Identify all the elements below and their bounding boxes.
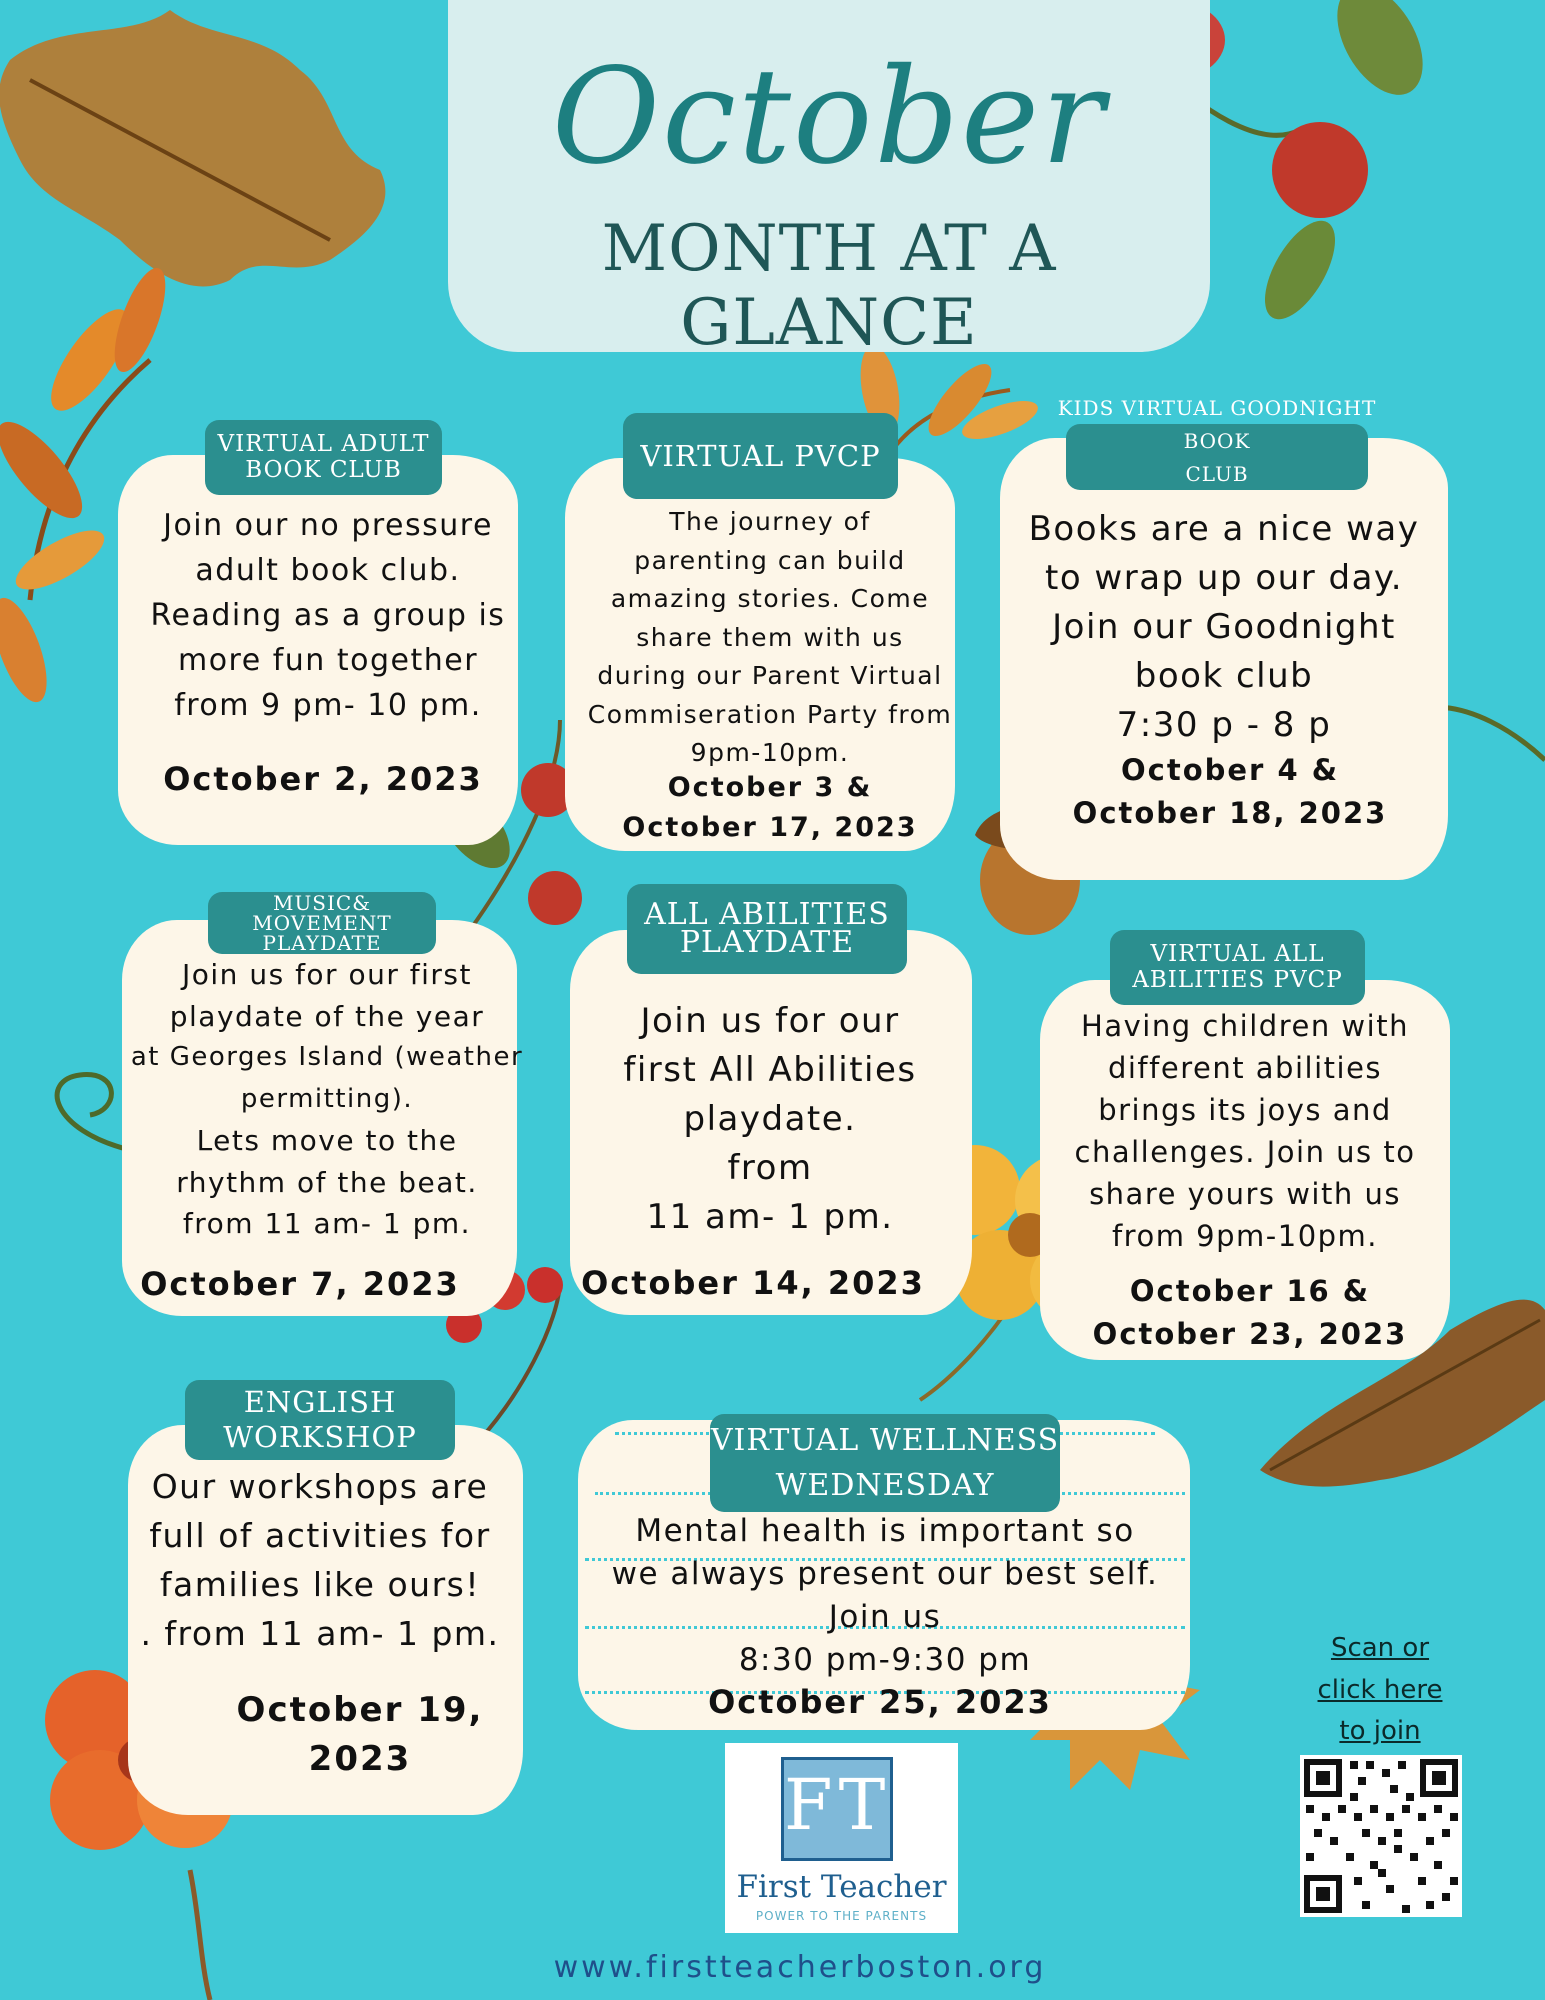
- description-line: Having children with: [1081, 1009, 1409, 1043]
- description-line: challenges. Join us to: [1074, 1135, 1416, 1169]
- description-line: full of activities for: [149, 1516, 491, 1555]
- description-line: parenting can build: [634, 545, 906, 575]
- event-tag-english-workshop: [185, 1380, 455, 1460]
- qr-caption-line[interactable]: Scan or: [1330, 1633, 1430, 1663]
- tag-line: VIRTUAL ALL: [1150, 940, 1325, 967]
- event-description: [1010, 505, 1438, 750]
- tag-line: CLUB: [1185, 462, 1249, 486]
- date-line: October 3 &: [667, 772, 873, 803]
- tag-line: PLAYDATE: [679, 925, 855, 960]
- date-line: October 17, 2023: [622, 812, 918, 843]
- event-description: [570, 1510, 1200, 1682]
- description-line: Reading as a group is: [150, 598, 506, 633]
- date-line: October 14, 2023: [581, 1264, 925, 1302]
- qr-code-icon[interactable]: [1300, 1755, 1462, 1917]
- description-line: playdate.: [683, 1099, 857, 1139]
- description-line: different abilities: [1107, 1051, 1383, 1085]
- date-line: October 2, 2023: [163, 760, 483, 798]
- date-line: 2023: [308, 1739, 412, 1779]
- description-line: Join our no pressure: [163, 508, 493, 543]
- event-tag-adult-book-club: [205, 420, 442, 495]
- description-line: Join us for our: [640, 1001, 900, 1041]
- event-tag-music-movement: [208, 892, 436, 954]
- logo-cube-icon: [781, 1757, 893, 1861]
- event-tag-all-abilities-playdate: [627, 884, 907, 974]
- date-line: October 7, 2023: [140, 1265, 460, 1303]
- event-description: [1040, 1005, 1450, 1257]
- event-description: [112, 954, 542, 1245]
- description-line: 11 am- 1 pm.: [646, 1197, 894, 1237]
- description-line: first All Abilities: [623, 1050, 917, 1090]
- date-line: October 25, 2023: [708, 1683, 1052, 1721]
- event-date: [118, 757, 528, 801]
- event-date: [130, 1262, 470, 1306]
- qr-caption-line[interactable]: click here: [1317, 1674, 1443, 1705]
- event-tag-virtual-pvcp: [623, 413, 898, 499]
- description-line: Join our Goodnight: [1052, 607, 1396, 647]
- description-line: rhythm of the beat.: [176, 1165, 478, 1199]
- tag-line: WORKSHOP: [223, 1420, 417, 1454]
- description-line: adult book club.: [195, 553, 461, 588]
- description-line: to wrap up our day.: [1044, 558, 1404, 598]
- event-description: [555, 503, 985, 773]
- event-tag-wellness-wednesday: [710, 1414, 1060, 1512]
- tag-line: ABILITIES PVCP: [1132, 966, 1343, 993]
- tag-line: MOVEMENT: [252, 911, 392, 935]
- description-line: 7:30 p - 8 p: [1116, 705, 1332, 745]
- description-line: amazing stories. Come: [610, 584, 930, 613]
- description-line: share them with us: [636, 622, 904, 652]
- date-line: October 19,: [236, 1690, 484, 1730]
- description-line: 9pm-10pm.: [690, 738, 850, 767]
- description-line: book club: [1134, 656, 1314, 696]
- tag-line: VIRTUAL WELLNESS: [710, 1423, 1060, 1458]
- description-line: The journey of: [669, 507, 871, 536]
- event-date: [578, 1261, 928, 1305]
- page-subtitle: MONTH AT A GLANCE: [601, 212, 1057, 360]
- tag-line: ENGLISH: [243, 1385, 397, 1420]
- website-link[interactable]: www.firstteacherboston.org: [553, 1950, 1047, 1985]
- description-line: from 9pm-10pm.: [1111, 1219, 1379, 1253]
- description-line: Books are a nice way: [1028, 509, 1420, 549]
- tag-line: KIDS VIRTUAL GOODNIGHT: [1057, 396, 1377, 420]
- logo-tagline: POWER TO THE PARENTS: [755, 1909, 928, 1923]
- tag-line: BOOK CLUB: [245, 456, 402, 483]
- tag-line: MUSIC&: [272, 891, 372, 915]
- qr-caption-line[interactable]: to join: [1339, 1716, 1421, 1747]
- description-line: during our Parent Virtual: [597, 661, 943, 690]
- event-date: [1030, 749, 1430, 835]
- qr-caption[interactable]: [1300, 1628, 1460, 1753]
- description-line: share yours with us: [1089, 1177, 1401, 1211]
- description-line: from 11 am- 1 pm.: [182, 1207, 472, 1240]
- tag-line: PLAYDATE: [262, 931, 382, 955]
- description-line: from 9 pm- 10 pm.: [174, 688, 482, 723]
- description-line: brings its joys and: [1098, 1093, 1392, 1127]
- date-line: October 16 &: [1129, 1274, 1371, 1308]
- description-line: 8:30 pm-9:30 pm: [738, 1642, 1032, 1678]
- date-line: October 4 &: [1120, 753, 1340, 787]
- description-line: . from 11 am- 1 pm.: [140, 1614, 500, 1653]
- event-description: [570, 997, 970, 1242]
- date-line: October 23, 2023: [1092, 1317, 1408, 1351]
- description-line: Lets move to the: [196, 1124, 458, 1157]
- event-tag-goodnight-book-club-text: [1040, 392, 1394, 491]
- date-line: October 18, 2023: [1072, 796, 1388, 830]
- event-description: [110, 1462, 530, 1658]
- page-title-script: October: [551, 40, 1107, 194]
- description-line: at Georges Island (weather: [130, 1042, 524, 1072]
- logo-letters: FT: [784, 1764, 892, 1846]
- event-date: [690, 1680, 1070, 1724]
- logo-name: First Teacher: [736, 1869, 947, 1905]
- tag-line: BOOK: [1183, 429, 1251, 453]
- tag-line: WEDNESDAY: [775, 1468, 995, 1503]
- tag-line: ALL ABILITIES: [644, 896, 890, 932]
- event-tag-all-abilities-pvcp: [1110, 930, 1365, 1005]
- tag-line: VIRTUAL PVCP: [640, 438, 881, 473]
- oak-leaf-icon: [0, 10, 385, 286]
- description-line: we always present our best self.: [611, 1556, 1159, 1592]
- description-line: families like ours!: [159, 1565, 481, 1604]
- event-date: [610, 768, 930, 848]
- description-line: Commiseration Party from: [587, 699, 953, 729]
- description-line: from: [727, 1148, 813, 1188]
- event-date: [210, 1686, 510, 1784]
- first-teacher-logo: [725, 1743, 958, 1933]
- description-line: playdate of the year: [169, 999, 485, 1033]
- description-line: Our workshops are: [151, 1467, 489, 1506]
- tag-line: VIRTUAL ADULT: [217, 430, 430, 457]
- description-line: permitting).: [240, 1083, 414, 1114]
- description-line: Mental health is important so: [635, 1513, 1135, 1549]
- event-description: [118, 503, 538, 728]
- event-date: [1090, 1270, 1410, 1356]
- description-line: Join us for our first: [182, 958, 472, 991]
- description-line: more fun together: [177, 643, 479, 678]
- description-line: Join us: [828, 1599, 942, 1635]
